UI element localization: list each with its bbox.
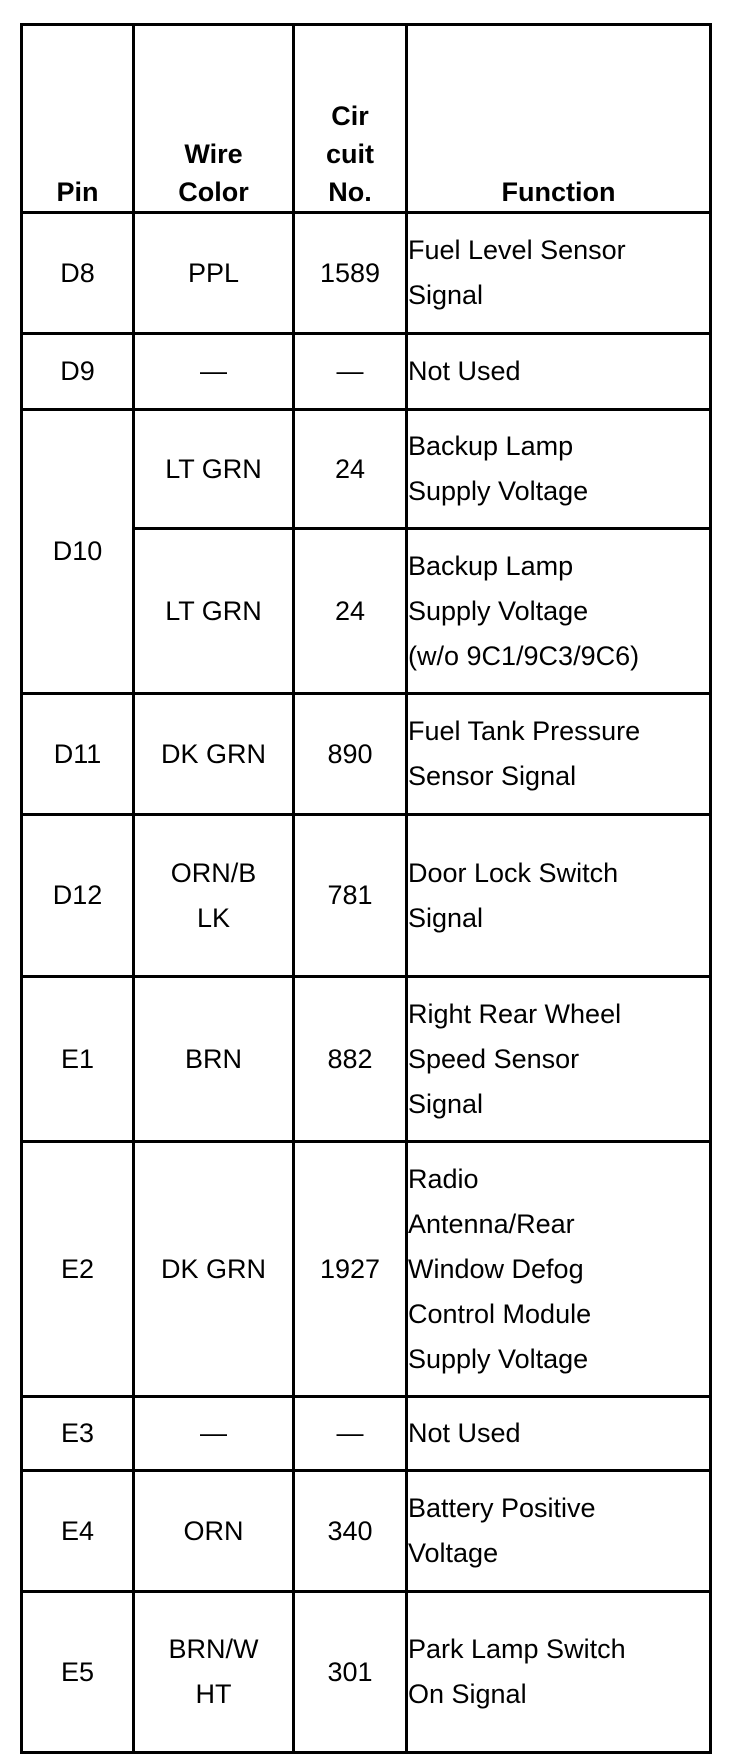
wire-color-cell <box>134 1592 294 1753</box>
function-line: Right Rear Wheel <box>408 998 622 1029</box>
circuit-number-cell <box>294 529 407 694</box>
function-line: Not Used <box>408 1418 521 1448</box>
pin-label: E2 <box>60 1253 95 1284</box>
wire-color-line: ORN/B <box>170 857 257 888</box>
function-line: Supply Voltage <box>408 1343 589 1374</box>
wire-color-line: — <box>200 1418 227 1448</box>
function-line: Battery Positive <box>408 1493 596 1523</box>
wire-color-line: LT GRN <box>165 453 262 484</box>
function-line: Antenna/Rear <box>408 1208 575 1239</box>
wire-color-cell <box>134 410 294 529</box>
wire-color-header <box>134 25 294 213</box>
circuit-number-label: 882 <box>327 1043 373 1074</box>
wire-color-line: BRN/W <box>168 1634 259 1664</box>
pin-header <box>22 25 134 213</box>
pin-label: D9 <box>60 356 95 386</box>
table-row <box>22 1397 711 1471</box>
pin-cell <box>22 1471 134 1592</box>
function-line: Supply Voltage <box>408 595 589 626</box>
circuit-number-header <box>294 25 407 213</box>
wire-color-line: PPL <box>187 257 240 288</box>
wire-color-cell <box>134 529 294 694</box>
pin-label: E3 <box>60 1418 95 1448</box>
function-line: Signal <box>408 280 484 310</box>
pin-cell <box>22 334 134 410</box>
table-row <box>22 815 711 977</box>
function-line: Backup Lamp <box>408 550 574 581</box>
function-cell <box>407 815 711 977</box>
connector-pinout-table <box>20 23 712 1754</box>
function-line: Window Defog <box>408 1253 584 1284</box>
wire-color-header-line: Color <box>178 177 249 207</box>
pin-cell <box>22 1397 134 1471</box>
wire-color-cell <box>134 1397 294 1471</box>
circuit-number-label: — <box>336 1418 364 1448</box>
function-header-label: Function <box>501 177 616 207</box>
function-cell <box>407 410 711 529</box>
circuit-number-label: 890 <box>327 738 373 769</box>
pin-label: D11 <box>53 738 102 769</box>
table-row <box>22 213 711 334</box>
circuit-number-cell <box>294 1397 407 1471</box>
function-line: Signal <box>408 1088 484 1119</box>
function-line: (w/o 9C1/9C3/9C6) <box>408 640 640 671</box>
function-line: Door Lock Switch <box>408 857 619 888</box>
table-header <box>22 25 711 213</box>
pin-header-label: Pin <box>56 177 99 207</box>
pin-label: D10 <box>52 536 103 566</box>
pin-label: D8 <box>60 257 95 288</box>
function-line: Fuel Level Sensor <box>408 235 626 265</box>
function-line: Voltage <box>408 1538 499 1568</box>
circuit-number-label: 301 <box>327 1656 373 1687</box>
pin-label: E4 <box>60 1515 95 1546</box>
function-cell <box>407 1397 711 1471</box>
wire-color-cell <box>134 1471 294 1592</box>
table-row <box>22 1592 711 1753</box>
circuit-number-cell <box>294 410 407 529</box>
wire-color-line: HT <box>195 1679 232 1709</box>
pin-cell <box>22 1142 134 1397</box>
wire-color-line: BRN <box>184 1043 242 1074</box>
function-line: Supply Voltage <box>408 476 589 506</box>
header-row <box>22 25 711 213</box>
wire-color-line: DK GRN <box>160 738 266 769</box>
wire-color-line: DK GRN <box>160 1253 266 1284</box>
circuit-number-label: 1589 <box>319 257 381 288</box>
circuit-header-line: Cir <box>331 101 369 131</box>
circuit-number-cell <box>294 334 407 410</box>
circuit-header-line: No. <box>328 177 372 207</box>
circuit-number-cell <box>294 213 407 334</box>
function-cell <box>407 529 711 694</box>
table-row <box>22 977 711 1142</box>
table-row <box>22 334 711 410</box>
circuit-number-cell <box>294 977 407 1142</box>
function-line: Sensor Signal <box>408 761 577 791</box>
circuit-number-label: 340 <box>327 1515 373 1546</box>
pin-cell <box>22 694 134 815</box>
pin-label: D12 <box>52 880 103 910</box>
function-cell <box>407 1592 711 1753</box>
function-cell <box>407 334 711 410</box>
circuit-number-cell <box>294 815 407 977</box>
function-cell <box>407 977 711 1142</box>
pin-label: E5 <box>60 1656 95 1687</box>
circuit-number-cell <box>294 1592 407 1753</box>
table-row <box>22 1142 711 1397</box>
circuit-number-cell <box>294 694 407 815</box>
circuit-header-line: cuit <box>325 139 374 169</box>
table-row <box>22 694 711 815</box>
wire-color-line: ORN <box>183 1515 244 1546</box>
pin-cell <box>22 410 134 694</box>
function-line: Control Module <box>408 1298 592 1329</box>
wire-color-cell <box>134 1142 294 1397</box>
function-line: Radio <box>408 1163 479 1194</box>
function-cell <box>407 1471 711 1592</box>
function-cell <box>407 213 711 334</box>
pin-cell <box>22 1592 134 1753</box>
table-row <box>22 410 711 529</box>
pin-cell <box>22 977 134 1142</box>
wire-color-line: — <box>200 356 227 386</box>
function-line: Not Used <box>408 356 521 386</box>
function-line: Backup Lamp <box>408 431 574 461</box>
circuit-number-label: 24 <box>334 595 366 626</box>
pin-cell <box>22 213 134 334</box>
pin-label: E1 <box>60 1043 95 1074</box>
circuit-number-label: — <box>336 356 364 386</box>
function-cell <box>407 694 711 815</box>
wire-color-cell <box>134 334 294 410</box>
function-cell <box>407 1142 711 1397</box>
circuit-number-cell <box>294 1471 407 1592</box>
function-line: Signal <box>408 902 484 933</box>
function-line: Speed Sensor <box>408 1043 580 1074</box>
function-header <box>407 25 711 213</box>
wire-color-header-line: Wire <box>184 139 243 169</box>
function-line: Fuel Tank Pressure <box>408 716 641 746</box>
function-line: On Signal <box>408 1679 527 1709</box>
wire-color-line: LK <box>196 902 231 933</box>
pin-cell <box>22 815 134 977</box>
table-row <box>22 1471 711 1592</box>
circuit-number-label: 781 <box>327 880 373 910</box>
table-body <box>22 213 711 1753</box>
wire-color-cell <box>134 213 294 334</box>
wire-color-cell <box>134 977 294 1142</box>
circuit-number-label: 24 <box>334 453 366 484</box>
function-line: Park Lamp Switch <box>408 1634 626 1664</box>
circuit-number-label: 1927 <box>319 1253 381 1284</box>
circuit-number-cell <box>294 1142 407 1397</box>
wire-color-cell <box>134 815 294 977</box>
wire-color-line: LT GRN <box>165 595 262 626</box>
wire-color-cell <box>134 694 294 815</box>
